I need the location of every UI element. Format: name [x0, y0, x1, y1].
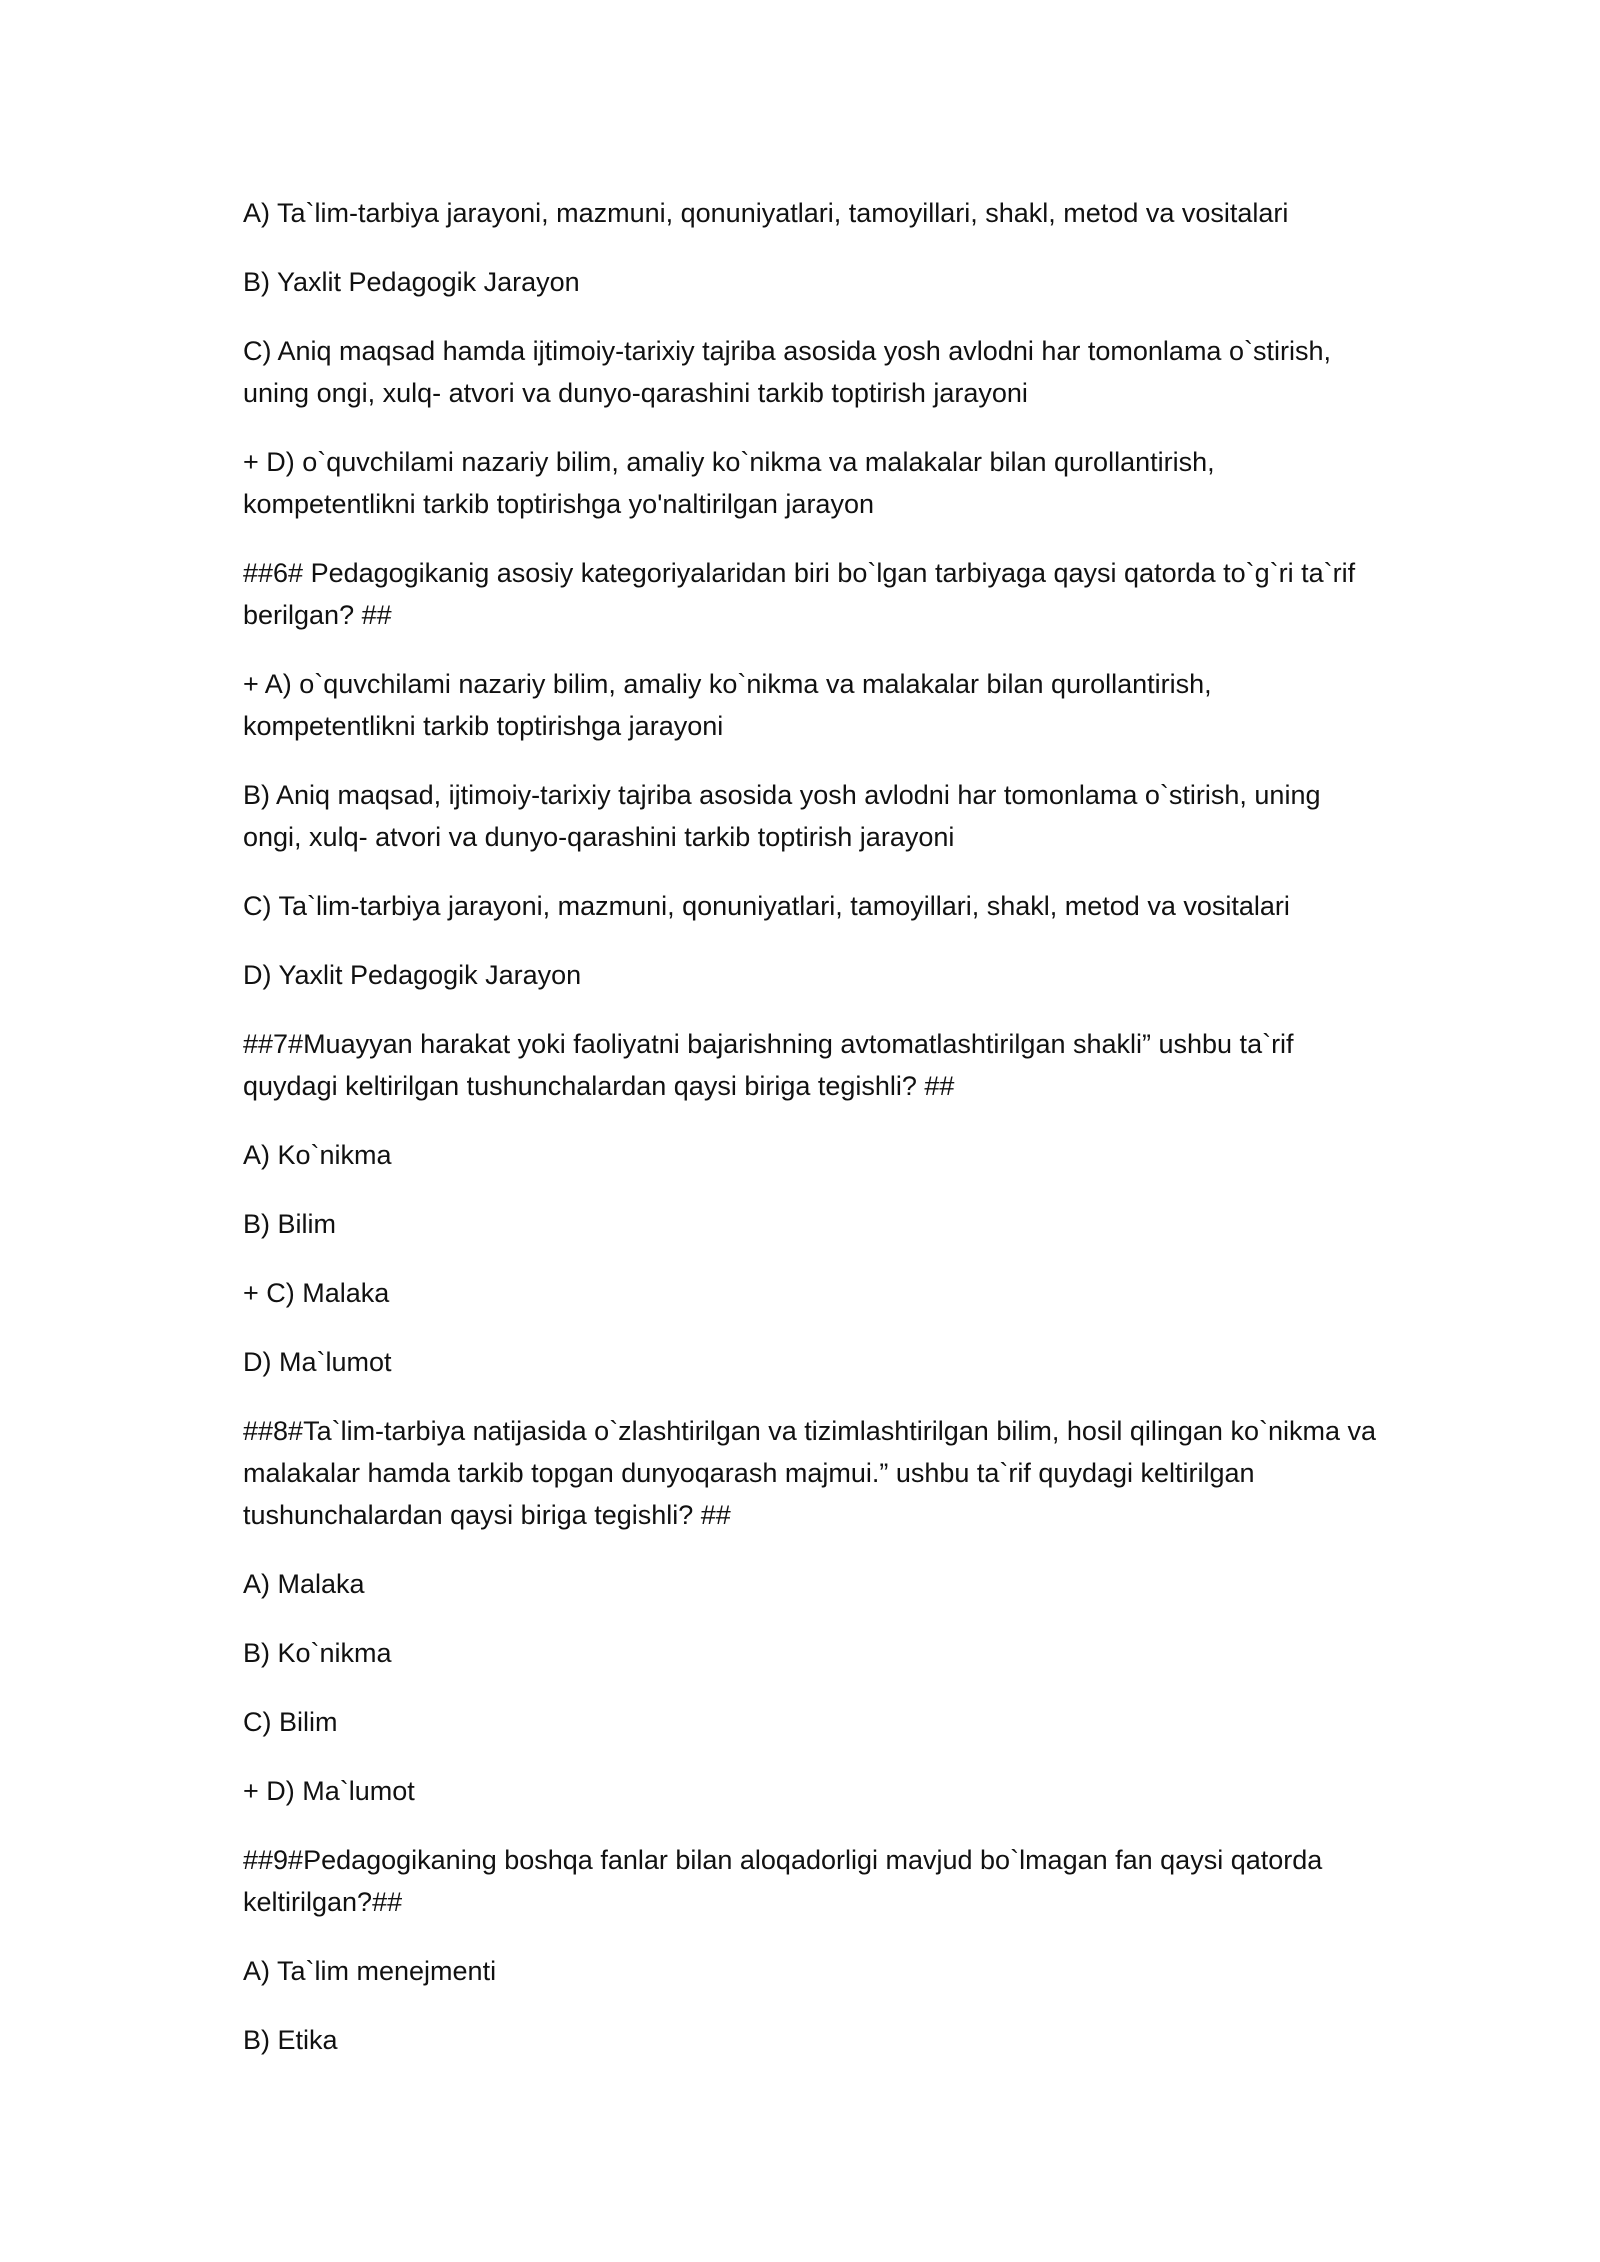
question-9: ##9#Pedagogikaning boshqa fanlar bilan aloqadorligi mavjud bo`lmagan fan qaysi qatorda keltirilgan?## — [243, 1845, 1323, 1917]
answer-option-d-correct: + D) o`quvchilami nazariy bilim, amaliy ko`nikma va malakalar bilan qurollantirish, kompetentlikni tarkib toptirishga yo'naltirilgan jarayon — [243, 447, 1215, 519]
answer-option-a: A) Ta`lim-tarbiya jarayoni, mazmuni, qonuniyatlari, tamoyillari, shakl, metod va vositalari — [243, 198, 1289, 228]
question-7: ##7#Muayyan harakat yoki faoliyatni bajarishning avtomatlashtirilgan shakli” ushbu ta`rif quydagi keltirilgan tushunchalardan qaysi biriga tegishli? ## — [243, 1029, 1294, 1101]
answer-option-c-correct: + C) Malaka — [243, 1278, 390, 1308]
answer-option-d: D) Yaxlit Pedagogik Jarayon — [243, 960, 582, 990]
answer-option-a: A) Ko`nikma — [243, 1140, 392, 1170]
answer-option-b: B) Ko`nikma — [243, 1638, 392, 1668]
answer-option-c: C) Ta`lim-tarbiya jarayoni, mazmuni, qonuniyatlari, tamoyillari, shakl, metod va vositalari — [243, 891, 1290, 921]
question-6: ##6# Pedagogikanig asosiy kategoriyalaridan biri bo`lgan tarbiyaga qaysi qatorda to`g`ri ta`rif berilgan? ## — [243, 558, 1356, 630]
answer-option-a: A) Ta`lim menejmenti — [243, 1956, 497, 1986]
answer-option-d-correct: + D) Ma`lumot — [243, 1776, 415, 1806]
answer-option-d: D) Ma`lumot — [243, 1347, 392, 1377]
answer-option-b: B) Bilim — [243, 1209, 336, 1239]
answer-option-a: A) Malaka — [243, 1569, 365, 1599]
answer-option-b: B) Etika — [243, 2025, 338, 2055]
answer-option-b: B) Aniq maqsad, ijtimoiy-tarixiy tajriba asosida yosh avlodni har tomonlama o`stirish, uning ongi, xulq- atvori va dunyo-qarashini tarkib toptirish jarayoni — [243, 780, 1321, 852]
question-8: ##8#Ta`lim-tarbiya natijasida o`zlashtirilgan va tizimlashtirilgan bilim, hosil qilingan ko`nikma va malakalar hamda tarkib topgan dunyoqarash majmui.” ushbu ta`rif quydagi keltirilgan tushunchalardan qaysi biriga tegishli? ## — [243, 1416, 1376, 1530]
answer-option-b: B) Yaxlit Pedagogik Jarayon — [243, 267, 580, 297]
document-body — [243, 192, 1383, 2088]
answer-option-c: C) Bilim — [243, 1707, 338, 1737]
answer-option-a-correct: + A) o`quvchilami nazariy bilim, amaliy ko`nikma va malakalar bilan qurollantirish, kompetentlikni tarkib toptirishga jarayoni — [243, 669, 1212, 741]
answer-option-c: C) Aniq maqsad hamda ijtimoiy-tarixiy tajriba asosida yosh avlodni har tomonlama o`stirish, uning ongi, xulq- atvori va dunyo-qarashini tarkib toptirish jarayoni — [243, 336, 1331, 408]
